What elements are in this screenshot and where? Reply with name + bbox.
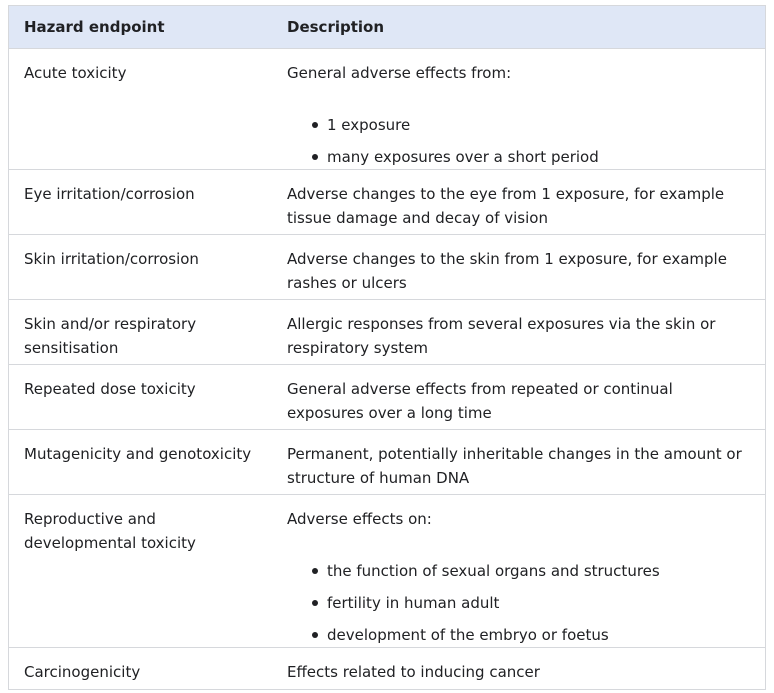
table-row: [9, 429, 765, 494]
description-cell: Effects related to inducing cancer: [287, 663, 540, 681]
list-item: 1 exposure: [327, 109, 751, 141]
description-intro: Adverse effects on:: [287, 510, 432, 528]
table-row: [9, 48, 765, 169]
endpoint-cell: Mutagenicity and genotoxicity: [24, 445, 252, 463]
endpoint-cell: Carcinogenicity: [24, 663, 141, 681]
table-row: [9, 169, 765, 234]
bullet-list: [287, 555, 751, 651]
table-row: [9, 234, 765, 299]
table-header-row: [9, 6, 765, 48]
table-row: [9, 647, 765, 689]
description-cell: General adverse effects from repeated or continual exposures over a long time: [287, 380, 673, 422]
list-item: development of the embryo or foetus: [327, 619, 751, 651]
endpoint-cell: Repeated dose toxicity: [24, 380, 196, 398]
endpoint-cell: Acute toxicity: [24, 64, 127, 82]
table-row: [9, 299, 765, 364]
list-item: the function of sexual organs and structures: [327, 555, 751, 587]
endpoint-cell: Eye irritation/corrosion: [24, 185, 195, 203]
description-cell: Adverse changes to the eye from 1 exposure, for example tissue damage and decay of vision: [287, 185, 725, 227]
header-description: Description: [287, 18, 385, 36]
endpoint-cell: Skin irritation/corrosion: [24, 250, 199, 268]
description-cell: [272, 49, 765, 169]
endpoint-cell: Reproductive and developmental toxicity: [24, 510, 196, 552]
description-intro: General adverse effects from:: [287, 64, 512, 82]
description-cell: Permanent, potentially inheritable changes in the amount or structure of human DNA: [287, 445, 742, 487]
hazard-table: [8, 5, 766, 690]
description-cell: Allergic responses from several exposures via the skin or respiratory system: [287, 315, 716, 357]
description-cell: [272, 495, 765, 647]
endpoint-cell: Skin and/or respiratory sensitisation: [24, 315, 197, 357]
description-cell: Adverse changes to the skin from 1 exposure, for example rashes or ulcers: [287, 250, 727, 292]
header-hazard-endpoint: Hazard endpoint: [24, 18, 165, 36]
list-item: fertility in human adult: [327, 587, 751, 619]
list-item: many exposures over a short period: [327, 141, 751, 173]
table-row: [9, 494, 765, 647]
table-row: [9, 364, 765, 429]
bullet-list: [287, 109, 751, 173]
